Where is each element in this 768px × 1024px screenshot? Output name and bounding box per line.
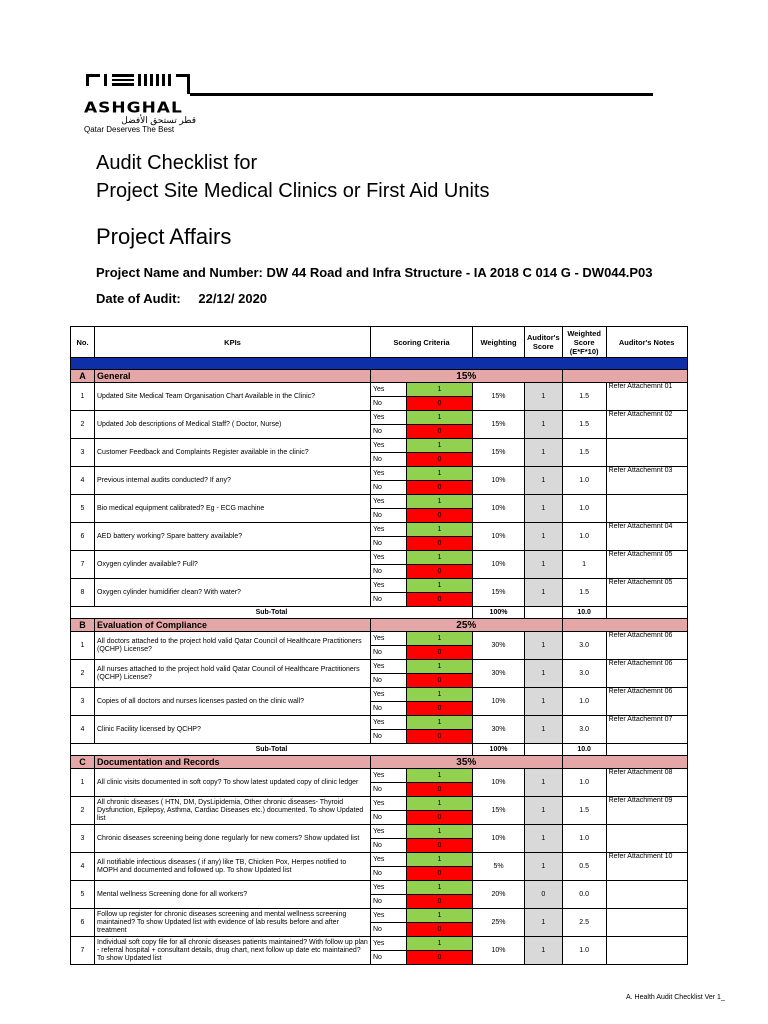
section-header-row [71,756,688,769]
subtotal-row [71,607,688,619]
weighting-value: 30% [473,716,525,744]
section-header-row [71,370,688,383]
auditor-note: Refer Attachment 10 [606,853,687,881]
no-label: No [371,951,407,965]
section-percent: 35% [371,756,563,769]
table-row [71,853,688,867]
brand-tagline: Qatar Deserves The Best [84,125,175,134]
auditor-score-value[interactable]: 1 [525,660,563,688]
no-score-cell: 0 [407,867,473,881]
kpi-text: All nurses attached to the project hold valid Qatar Council of Healthcare Practitioners (QCHP) License? [95,660,371,688]
subtotal-weighting: 100% [473,744,525,756]
no-label: No [371,565,407,579]
yes-label: Yes [371,439,407,453]
subtotal-blank [525,744,563,756]
weighting-value: 30% [473,660,525,688]
section-percent: 25% [371,619,563,632]
yes-score-cell: 1 [407,551,473,565]
kpi-text: Chronic diseases screening being done regularly for new comers? Show updated list [95,825,371,853]
logo-mark-icon [84,72,196,98]
audit-checklist-table [70,326,688,965]
auditor-score-value[interactable]: 0 [525,881,563,909]
weighted-score-value: 1.0 [562,688,606,716]
weighted-score-value: 1.0 [562,467,606,495]
weighting-value: 15% [473,579,525,607]
auditor-score-value[interactable]: 1 [525,495,563,523]
auditor-note [606,439,687,467]
table-row [71,383,688,397]
col-auditor-notes: Auditor's Notes [606,327,687,358]
yes-label: Yes [371,688,407,702]
weighting-value: 15% [473,439,525,467]
auditor-score-value[interactable]: 1 [525,769,563,797]
auditor-note: Refer Attachment 09 [606,797,687,825]
no-label: No [371,453,407,467]
kpi-text: Copies of all doctors and nurses licenses pasted on the clinic wall? [95,688,371,716]
item-number: 7 [71,937,95,965]
section-code: B [71,619,95,632]
yes-label: Yes [371,523,407,537]
table-header-row [71,327,688,358]
subtotal-row [71,744,688,756]
table-row [71,909,688,923]
kpi-text: Individual soft copy file for all chronic diseases patients maintained? With follow up plan - referral hospital + consultant details, drug chart, next follow up date etc maintained? To show Updated list [95,937,371,965]
header-divider-band [71,358,688,370]
auditor-score-value[interactable]: 1 [525,937,563,965]
section-percent: 15% [371,370,563,383]
doc-subtitle: Project Affairs [96,224,232,249]
item-number: 6 [71,909,95,937]
item-number: 2 [71,411,95,439]
auditor-note: Refer Attachemnt 04 [606,523,687,551]
weighting-value: 10% [473,769,525,797]
no-label: No [371,481,407,495]
kpi-text: AED battery working? Spare battery available? [95,523,371,551]
yes-label: Yes [371,660,407,674]
auditor-note: Refer Attachemnt 02 [606,411,687,439]
yes-score-cell: 1 [407,495,473,509]
no-score-cell: 0 [407,537,473,551]
subtotal-weighted-score: 10.0 [562,744,606,756]
yes-label: Yes [371,495,407,509]
no-score-cell: 0 [407,923,473,937]
no-score-cell: 0 [407,565,473,579]
yes-score-cell: 1 [407,411,473,425]
yes-score-cell: 1 [407,769,473,783]
auditor-note: Refer Attachemnt 06 [606,632,687,660]
weighted-score-value: 0.5 [562,853,606,881]
audit-date-label: Date of Audit: [96,291,181,306]
no-score-cell: 0 [407,593,473,607]
section-header-filler [562,756,687,769]
audit-date-value: 22/12/ 2020 [198,291,268,306]
yes-score-cell: 1 [407,797,473,811]
yes-score-cell: 1 [407,881,473,895]
no-label: No [371,509,407,523]
table-row [71,551,688,565]
item-number: 3 [71,439,95,467]
yes-score-cell: 1 [407,579,473,593]
no-score-cell: 0 [407,783,473,797]
section-name: Evaluation of Compliance [95,619,371,632]
no-score-cell: 0 [407,674,473,688]
auditor-score-value[interactable]: 1 [525,411,563,439]
weighting-value: 30% [473,632,525,660]
no-score-cell: 0 [407,397,473,411]
yes-label: Yes [371,853,407,867]
no-label: No [371,923,407,937]
table-row [71,716,688,730]
yes-score-cell: 1 [407,937,473,951]
no-label: No [371,895,407,909]
section-code: A [71,370,95,383]
auditor-score-value[interactable]: 1 [525,523,563,551]
table-row [71,688,688,702]
kpi-text: All notifiable infectious diseases ( if any) like TB, Chicken Pox, Herpes notified to MOPH and documented and followed up. To show Updated list [95,853,371,881]
auditor-score-value[interactable]: 1 [525,825,563,853]
item-number: 2 [71,797,95,825]
no-score-cell: 0 [407,839,473,853]
subtotal-blank [525,607,563,619]
table-row [71,523,688,537]
no-label: No [371,646,407,660]
item-number: 2 [71,660,95,688]
no-label: No [371,674,407,688]
weighting-value: 10% [473,937,525,965]
no-label: No [371,867,407,881]
auditor-score-value[interactable]: 1 [525,467,563,495]
yes-label: Yes [371,716,407,730]
no-score-cell: 0 [407,425,473,439]
item-number: 1 [71,632,95,660]
weighted-score-value: 2.5 [562,909,606,937]
yes-score-cell: 1 [407,523,473,537]
yes-score-cell: 1 [407,467,473,481]
auditor-note: Refer Attachemnt 05 [606,551,687,579]
weighting-value: 25% [473,909,525,937]
kpi-text: Follow up register for chronic diseases screening and mental wellness screening maintained? To show Updated list with evidence of lab results before and after treatment [95,909,371,937]
yes-label: Yes [371,467,407,481]
no-label: No [371,783,407,797]
weighted-score-value: 1.5 [562,383,606,411]
weighted-score-value: 1.5 [562,439,606,467]
no-label: No [371,593,407,607]
table-row [71,411,688,425]
auditor-note [606,825,687,853]
weighted-score-value: 1 [562,551,606,579]
weighting-value: 10% [473,825,525,853]
brand-arabic-tagline: قطر تستحق الأفضل [121,115,196,125]
no-score-cell: 0 [407,453,473,467]
subtotal-weighted-score: 10.0 [562,607,606,619]
weighting-value: 20% [473,881,525,909]
auditor-note: Refer Attachemnt 06 [606,688,687,716]
kpi-text: Oxygen cylinder available? Full? [95,551,371,579]
auditor-score-value[interactable]: 1 [525,909,563,937]
auditor-note: Refer Attachment 08 [606,769,687,797]
no-score-cell: 0 [407,895,473,909]
kpi-text: Mental wellness Screening done for all workers? [95,881,371,909]
section-name: General [95,370,371,383]
table-row [71,881,688,895]
footer-version: A. Health Audit Checklist Ver 1_ [626,994,725,1001]
kpi-text: Previous internal audits conducted? If any? [95,467,371,495]
item-number: 4 [71,467,95,495]
weighted-score-value: 1.0 [562,495,606,523]
weighted-score-value: 1.0 [562,523,606,551]
item-number: 5 [71,495,95,523]
table-row [71,467,688,481]
item-number: 1 [71,769,95,797]
yes-score-cell: 1 [407,439,473,453]
weighted-score-value: 3.0 [562,632,606,660]
kpi-text: Oxygen cylinder humidifier clean? With water? [95,579,371,607]
table-row [71,769,688,783]
no-score-cell: 0 [407,730,473,744]
subtotal-weighting: 100% [473,607,525,619]
audit-date [96,291,267,306]
table-row [71,797,688,811]
table-row [71,660,688,674]
auditor-score-value[interactable]: 1 [525,716,563,744]
col-no: No. [71,327,95,358]
col-auditor-score: Auditor's Score [525,327,563,358]
auditor-note [606,937,687,965]
auditor-score-value[interactable]: 1 [525,551,563,579]
item-number: 3 [71,825,95,853]
section-header-filler [562,370,687,383]
yes-score-cell: 1 [407,632,473,646]
kpi-text: Clinic Facility licensed by QCHP? [95,716,371,744]
weighting-value: 10% [473,495,525,523]
subtotal-label: Sub-Total [71,607,473,619]
kpi-text: Bio medical equipment calibrated? Eg - ECG machine [95,495,371,523]
table-row [71,439,688,453]
kpi-text: All chronic diseases ( HTN, DM, DysLipidemia, Other chronic diseases- Thyroid Dysfunction, Epilepsy, Asthma, Cardiac Diseases etc.) documented. To show Updated list [95,797,371,825]
weighting-value: 10% [473,523,525,551]
yes-label: Yes [371,825,407,839]
yes-label: Yes [371,881,407,895]
col-weighting: Weighting [473,327,525,358]
auditor-note: Refer Attachemnt 06 [606,660,687,688]
weighted-score-value: 1.0 [562,937,606,965]
header-rule [190,93,653,96]
weighting-value: 10% [473,467,525,495]
col-weighted-score: Weighted Score (E*F*10) [562,327,606,358]
yes-label: Yes [371,411,407,425]
section-header-row [71,619,688,632]
table-body [71,370,688,965]
auditor-score-value[interactable]: 1 [525,579,563,607]
weighting-value: 10% [473,551,525,579]
auditor-note [606,881,687,909]
auditor-score-value[interactable]: 1 [525,383,563,411]
yes-label: Yes [371,769,407,783]
yes-label: Yes [371,909,407,923]
item-number: 6 [71,523,95,551]
table-row [71,579,688,593]
auditor-note: Refer Attachemnt 05 [606,579,687,607]
col-scoring-criteria: Scoring Criteria [371,327,473,358]
weighting-value: 15% [473,383,525,411]
kpi-text: Updated Site Medical Team Organisation Chart Available in the Clinic? [95,383,371,411]
yes-label: Yes [371,797,407,811]
item-number: 5 [71,881,95,909]
weighting-value: 15% [473,797,525,825]
weighting-value: 15% [473,411,525,439]
no-label: No [371,730,407,744]
kpi-text: Customer Feedback and Complaints Register available in the clinic? [95,439,371,467]
weighted-score-value: 1.5 [562,579,606,607]
doc-title-line2: Project Site Medical Clinics or First Aid Units [96,180,490,202]
weighted-score-value: 1.0 [562,825,606,853]
kpi-text: All clinic visits documented in soft copy? To show latest updated copy of clinic ledger [95,769,371,797]
yes-score-cell: 1 [407,909,473,923]
item-number: 8 [71,579,95,607]
item-number: 4 [71,716,95,744]
col-kpi: KPIs [95,327,371,358]
yes-score-cell: 1 [407,688,473,702]
no-score-cell: 0 [407,702,473,716]
table-row [71,632,688,646]
no-score-cell: 0 [407,811,473,825]
subtotal-notes-blank [606,607,687,619]
no-score-cell: 0 [407,646,473,660]
no-label: No [371,537,407,551]
section-name: Documentation and Records [95,756,371,769]
yes-label: Yes [371,632,407,646]
weighted-score-value: 3.0 [562,660,606,688]
yes-score-cell: 1 [407,853,473,867]
yes-score-cell: 1 [407,825,473,839]
section-header-filler [562,619,687,632]
weighted-score-value: 1.0 [562,769,606,797]
yes-label: Yes [371,383,407,397]
weighting-value: 5% [473,853,525,881]
yes-label: Yes [371,937,407,951]
auditor-note [606,495,687,523]
auditor-score-value[interactable]: 1 [525,688,563,716]
section-code: C [71,756,95,769]
auditor-note [606,909,687,937]
no-score-cell: 0 [407,951,473,965]
auditor-score-value[interactable]: 1 [525,853,563,881]
item-number: 3 [71,688,95,716]
auditor-note: Refer Attachemnt 07 [606,716,687,744]
yes-label: Yes [371,551,407,565]
weighted-score-value: 0.0 [562,881,606,909]
no-score-cell: 0 [407,509,473,523]
yes-label: Yes [371,579,407,593]
item-number: 1 [71,383,95,411]
kpi-text: All doctors attached to the project hold valid Qatar Council of Healthcare Practitioners (QCHP) License? [95,632,371,660]
no-label: No [371,425,407,439]
yes-score-cell: 1 [407,660,473,674]
no-label: No [371,811,407,825]
weighted-score-value: 1.5 [562,797,606,825]
weighting-value: 10% [473,688,525,716]
item-number: 7 [71,551,95,579]
doc-title-line1: Audit Checklist for [96,152,258,174]
brand-name: ASHGHAL [84,99,183,117]
no-label: No [371,702,407,716]
item-number: 4 [71,853,95,881]
yes-score-cell: 1 [407,383,473,397]
auditor-note: Refer Attachemnt 01 [606,383,687,411]
subtotal-label: Sub-Total [71,744,473,756]
auditor-note: Refer Attachemnt 03 [606,467,687,495]
project-name: Project Name and Number: DW 44 Road and Infra Structure - IA 2018 C 014 G - DW044.P03 [96,265,653,280]
auditor-score-value[interactable]: 1 [525,439,563,467]
table-row [71,937,688,951]
no-label: No [371,839,407,853]
kpi-text: Updated Job descriptions of Medical Staff? ( Doctor, Nurse) [95,411,371,439]
weighted-score-value: 1.5 [562,411,606,439]
auditor-score-value[interactable]: 1 [525,632,563,660]
table-row [71,495,688,509]
yes-score-cell: 1 [407,716,473,730]
no-score-cell: 0 [407,481,473,495]
weighted-score-value: 3.0 [562,716,606,744]
subtotal-notes-blank [606,744,687,756]
auditor-score-value[interactable]: 1 [525,797,563,825]
table-row [71,825,688,839]
no-label: No [371,397,407,411]
